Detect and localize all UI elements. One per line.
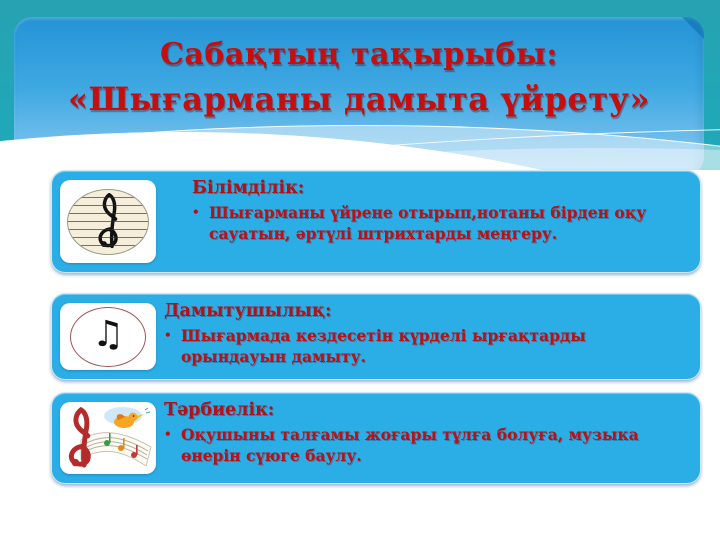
eighth-notes-icon: ♫ xyxy=(91,313,125,355)
objective-bullet-text: Шығармада кездесетін күрделі ырғақтарды орындауын дамыту. xyxy=(181,326,586,366)
image-card-clipart xyxy=(60,402,156,474)
objective-text-block xyxy=(164,301,688,367)
bullet-marker: • xyxy=(164,328,172,342)
objective-text-block xyxy=(192,178,688,244)
objective-bullet xyxy=(192,202,688,244)
objective-heading: Дамытушылық: xyxy=(164,301,332,321)
treble-clef-sheet-icon xyxy=(67,189,149,255)
bullet-marker: • xyxy=(192,205,200,219)
objective-heading: Тәрбиелік: xyxy=(164,400,275,420)
image-card-sheet-music xyxy=(60,180,156,263)
objective-heading: Білімділік: xyxy=(192,178,305,198)
music-bird-clipart-icon xyxy=(61,402,155,474)
objective-box-development xyxy=(51,293,701,380)
image-card-notes xyxy=(60,303,156,370)
objective-bullet xyxy=(164,325,688,367)
eighth-notes-oval xyxy=(70,307,146,367)
staff-lines xyxy=(68,197,148,247)
objective-box-upbringing xyxy=(51,392,701,484)
objective-box-knowledge xyxy=(51,170,701,273)
slide-title-line-1: Сабақтың тақырыбы: xyxy=(160,37,558,72)
bullet-marker: • xyxy=(164,427,172,441)
slide-title-line-2: «Шығарманы дамыта үйрету» xyxy=(67,80,651,118)
objective-text-block xyxy=(164,400,688,466)
slide-title xyxy=(14,17,704,122)
objective-bullet xyxy=(164,424,688,466)
objective-bullet-text: Шығарманы үйрене отырып,нотаны бірден оқу сауатын, әртүлі штрихтарды меңгеру. xyxy=(209,203,647,243)
objective-bullet-text: Оқушыны талғамы жоғары тұлға болуға, музыка өнерін сүюге баулу. xyxy=(181,425,639,465)
